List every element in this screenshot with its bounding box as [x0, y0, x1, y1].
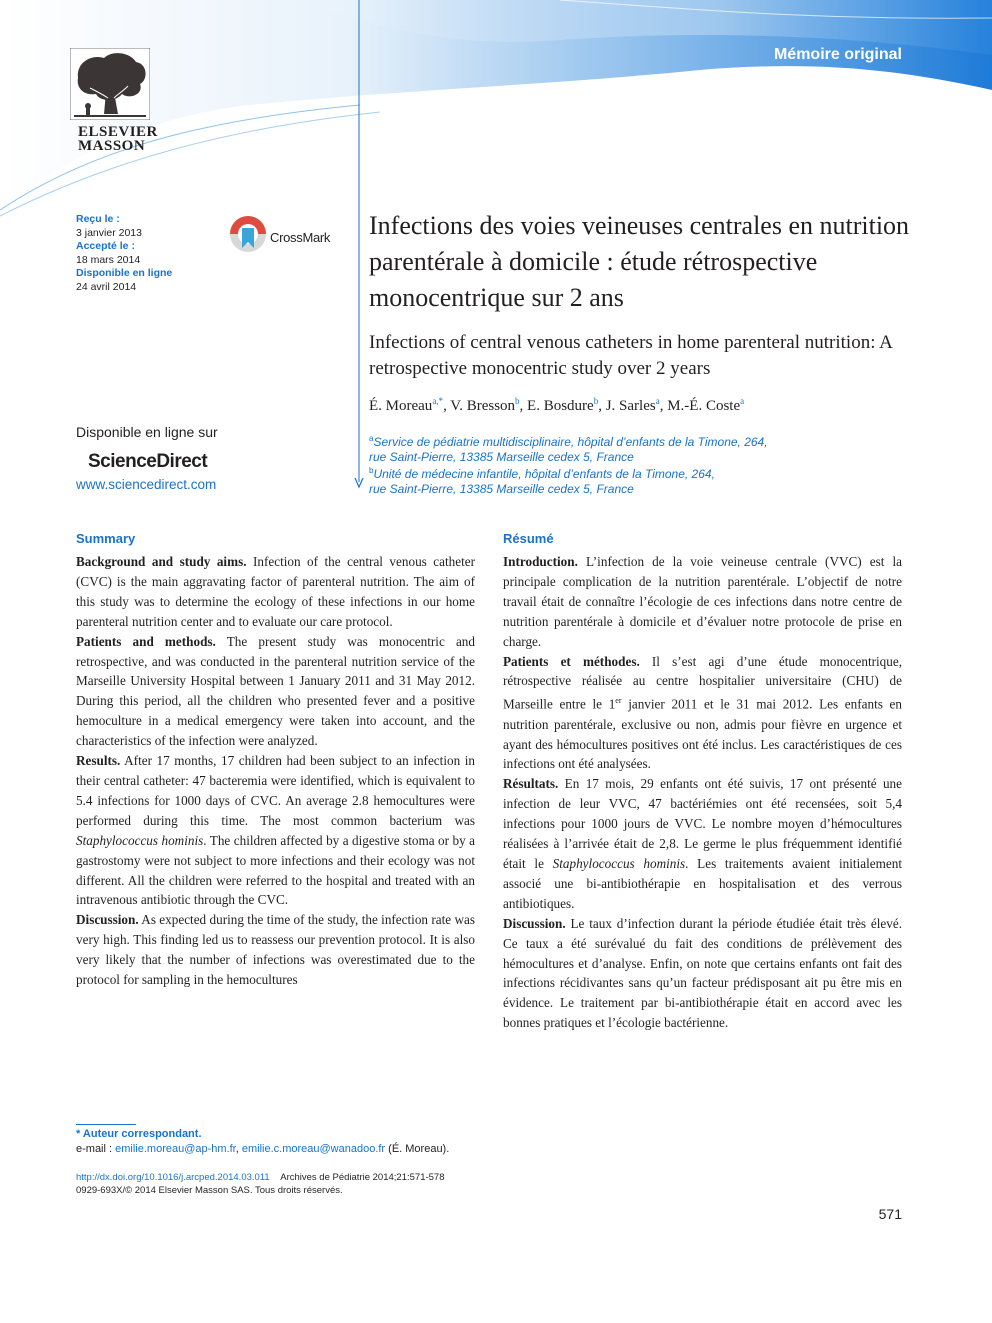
affiliation-item — [369, 464, 768, 482]
publisher-name-line2: MASSON — [78, 138, 146, 154]
publisher-name-line1: ELSEVIER — [78, 124, 158, 140]
summary-column — [76, 552, 475, 990]
author-affiliation-marker[interactable]: b — [515, 396, 520, 406]
author-name: M.-É. Coste — [667, 398, 741, 414]
author-separator: , — [659, 398, 668, 414]
sciencedirect-link[interactable]: www.sciencedirect.com — [76, 477, 217, 492]
section-text: As expected during the time of the study, the infection rate was very high. This finding led us to reassess our prevention protocol. It is also very likely that the number of infections was overestimated due to the protocol for sampling in the hemocultures — [76, 912, 475, 988]
author-name: É. Moreau — [369, 398, 433, 414]
crossmark-icon — [228, 214, 268, 258]
article-title-english: Infections of central venous catheters in home parenteral nutrition: A retrospective monocentric study over 2 years — [369, 332, 892, 379]
footnote-rule — [76, 1124, 136, 1125]
affiliation-marker: a — [369, 434, 374, 443]
author-affiliation-marker[interactable]: b — [593, 396, 599, 406]
accepted-label: Accepté le : — [76, 240, 135, 252]
author-separator: , — [443, 398, 451, 414]
affiliation-marker: b — [369, 466, 374, 476]
author-name: V. Bresson — [450, 398, 516, 414]
summary-paragraph — [76, 910, 475, 990]
corresponding-author-note: * Auteur correspondant. — [76, 1128, 202, 1140]
summary-paragraph — [76, 632, 475, 751]
species-name: Staphylococcus hominis — [552, 855, 686, 871]
email-label: e-mail : — [76, 1142, 116, 1155]
author-list — [369, 396, 744, 415]
received-date: 3 janvier 2013 — [76, 226, 142, 239]
affiliations — [369, 432, 768, 496]
resume-paragraph — [503, 774, 902, 913]
affiliation-text: Service de pédiatrie multidisciplinaire, hôpital d’enfants de la Timone, 264, — [373, 435, 768, 449]
section-label: Introduction. — [503, 554, 578, 569]
crossmark-label: CrossMark — [270, 230, 331, 245]
section-text: . Les traitements avaient initialement associé une bi-antibiothérapie en hospitalisation et des verrous antibiotiques. — [503, 855, 902, 911]
section-text: Le taux d’infection durant la période étudiée était très élevé. Ce taux a été surévalué du fait des conditions de prélèvement des hémocultures et d’analyse. Enfin, on note que certains enfants ont fait des infections récidivantes sans qu’un facteur prédisposant ait pu être mis en évidence. Le traitement par bi-antibiothérapie était en accord avec les bonnes pratiques et l’écologie bactérienne. — [503, 915, 902, 1031]
elsevier-tree-icon — [70, 48, 150, 120]
affiliation-text: rue Saint-Pierre, 13385 Marseille cedex 5, France — [369, 481, 634, 496]
resume-paragraph — [503, 652, 902, 775]
author-separator: , — [598, 398, 606, 414]
species-name: Staphylococcus hominis — [76, 832, 204, 848]
author-affiliation-marker[interactable]: a — [740, 396, 745, 406]
page-number: 571 — [878, 1206, 902, 1222]
summary-paragraph — [76, 751, 475, 910]
author-name: E. Bosdure — [527, 398, 594, 414]
doi-link[interactable]: http://dx.doi.org/10.1016/j.arcped.2014.03.011 — [76, 1172, 270, 1183]
publisher-logo — [70, 48, 162, 153]
title-divider — [352, 0, 366, 492]
author-affiliation-marker[interactable]: a — [655, 396, 660, 406]
summary-paragraph — [76, 552, 475, 632]
ordinal-suffix: er — [615, 696, 622, 706]
doi-line — [76, 1172, 445, 1185]
email-separator: , — [235, 1142, 242, 1155]
section-text: janvier 2011 et le 31 mai 2012. Les enfants en nutrition parentérale, exclusive ou non, admis pour fièvre en urgence et ayant des hémocultures positives ont été inclus. Les caractéristiques de ces infections ont été analysées. — [503, 696, 902, 772]
available-online-text: Disponible en ligne sur — [76, 424, 218, 440]
section-text: En 17 mois, 29 enfants ont été suivis, 17 ont présenté une infection de leur VVC, 47 bactériémies ont été recensées, soit 5,4 infections pour 1000 jours de VVC. Le nombre moyen d’hémocultures réalisées à l’arrivée était de 2,8. Le germe le plus fréquemment identifié était le — [503, 776, 902, 871]
resume-heading: Résumé — [503, 531, 554, 546]
crossmark-badge[interactable] — [228, 214, 340, 258]
resume-column — [503, 552, 902, 1033]
online-label: Disponible en ligne — [76, 267, 173, 279]
section-label: Discussion. — [76, 912, 139, 928]
email-line — [76, 1142, 449, 1157]
copyright-line: 0929-693X/© 2014 Elsevier Masson SAS. Tous droits réservés. — [76, 1184, 343, 1196]
section-text: . The children affected by a digestive stoma or by a gastrostomy were not subject to more infections and their ecology was not different. All the children were referred to the hospital and treated with an intravenous antibiotic through the CVC. — [76, 832, 476, 908]
online-date: 24 avril 2014 — [76, 280, 137, 293]
resume-paragraph — [503, 914, 902, 1033]
author-affiliation-marker[interactable]: a,* — [432, 396, 444, 406]
email-owner: (É. Moreau). — [385, 1142, 450, 1155]
received-label: Reçu le : — [76, 213, 120, 225]
accepted-date: 18 mars 2014 — [76, 253, 141, 266]
resume-paragraph — [503, 552, 902, 652]
affiliation-item-cont — [369, 450, 768, 465]
summary-heading: Summary — [76, 531, 136, 546]
section-tag: Mémoire original — [773, 46, 902, 63]
sciencedirect-logo[interactable]: ScienceDirect — [88, 451, 208, 472]
article-history — [76, 213, 172, 294]
affiliation-item — [369, 432, 768, 450]
section-text: Il s’est agi d’une étude monocentrique, rétrospective réalisée au centre hospitalier universitaire (CHU) de Marseille entre le 1 — [503, 653, 902, 712]
footnote — [76, 1127, 449, 1156]
section-label: Patients and methods. — [76, 633, 216, 649]
affiliation-text: Unité de médecine infantile, hôpital d’enfants de la Timone, 264, — [373, 467, 715, 482]
section-text: L’infection de la voie veineuse centrale (VVC) est la principale complication de la nutrition parentérale. L’objectif de notre travail était de connaître l’écologie de ces infections dans notre centre de nutrition parentérale à domicile et d’évaluer notre protocole de prise en charge. — [503, 554, 902, 649]
section-label: Results. — [76, 753, 121, 769]
email-link[interactable]: emilie.c.moreau@wanadoo.fr — [241, 1142, 386, 1155]
section-text: Infection of the central venous catheter (CVC) is the main aggravating factor of parenteral nutrition. The aim of this study was to determine the ecology of these infections in our home parenteral nutrition center and to evaluate our care protocol. — [76, 554, 475, 629]
section-label: Patients et méthodes. — [503, 653, 640, 669]
email-link[interactable]: emilie.moreau@ap-hm.fr — [115, 1142, 236, 1155]
publication-info — [76, 1172, 445, 1197]
affiliation-item-cont — [369, 482, 768, 497]
section-label: Résultats. — [503, 776, 559, 792]
affiliation-text: rue Saint-Pierre, 13385 Marseille cedex 5, France — [369, 449, 634, 464]
author-name: J. Sarles — [605, 398, 656, 414]
section-text: The present study was monocentric and retrospective, and was conducted in the parenteral nutrition service of the Marseille University Hospital between 1 January 2011 and 31 May 2012. During this period, all the children who presented fever and a positive hemoculture in a medical emergency were taken into account, and the characteristics of the infection were analyzed. — [76, 633, 475, 749]
article-title-french: Infections des voies veineuses centrales en nutrition parentérale à domicile : étude rétrospective monocentrique sur 2 ans — [369, 211, 910, 312]
section-text: After 17 months, 17 children had been subject to an infection in their central catheter: 47 bacteremia were identified, which is equivalent to 5.4 infections for 1000 days of CVC. An average 2.8 hemocultures were performed during this time. The most common bacterium was — [76, 753, 475, 828]
section-label: Background and study aims. — [76, 554, 247, 569]
section-label: Discussion. — [503, 915, 566, 931]
author-separator: , — [519, 398, 528, 414]
journal-citation: Archives de Pédiatrie 2014;21:571-578 — [280, 1172, 445, 1183]
